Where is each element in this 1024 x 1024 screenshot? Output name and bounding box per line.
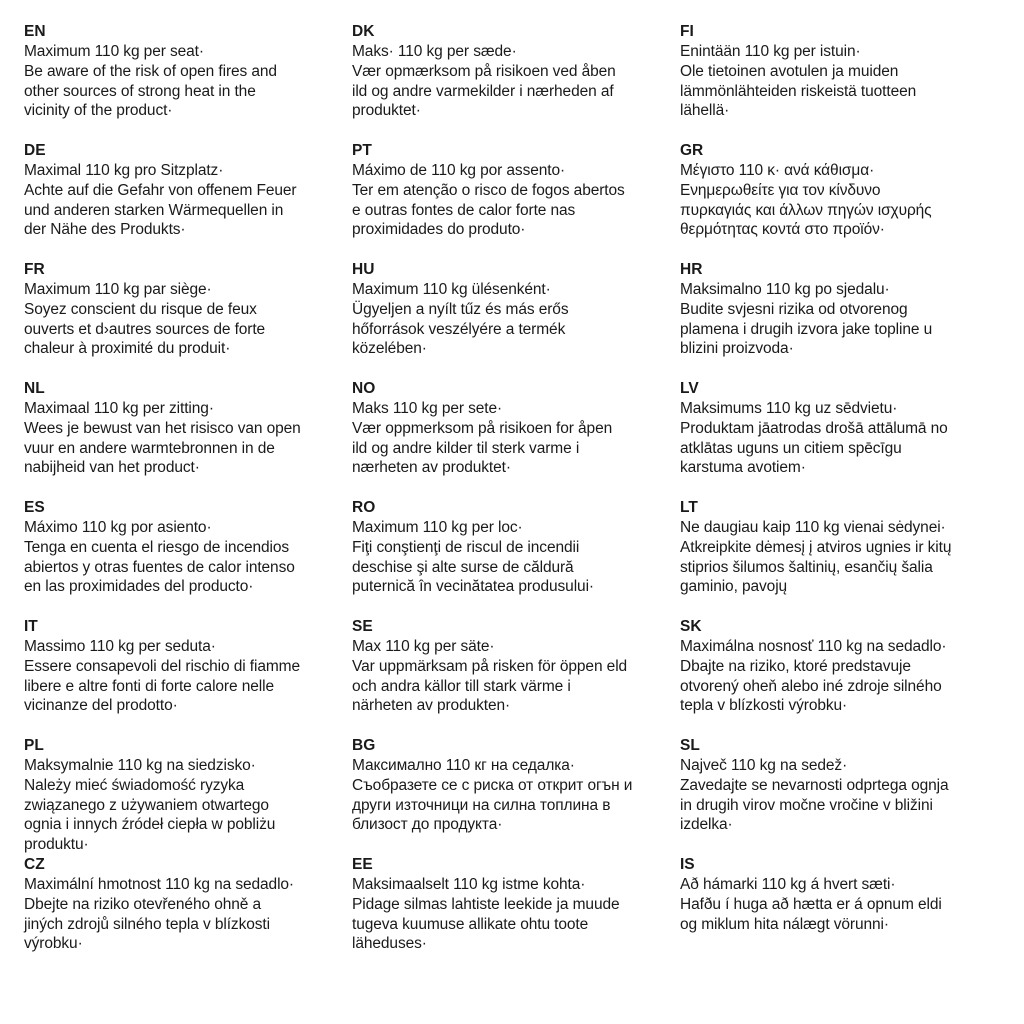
language-code: DE — [24, 142, 46, 159]
warning-text-line: Maksimaalselt 110 kg istme kohta· — [352, 876, 586, 893]
warning-text-line: Maximum 110 kg per loc· — [352, 519, 523, 536]
warning-text-line: Ügyeljen a nyílt tűz és más erős — [352, 300, 569, 318]
warning-text-line: Μέγιστο 110 κ· ανά κάθισμα· — [680, 162, 875, 179]
warning-text-line: Hafðu í huga að hætta er á opnum eldi — [680, 895, 942, 913]
warning-text-line: Produktam jāatrodas drošā attālumā no — [680, 419, 948, 437]
warning-text-line: Tenga en cuenta el riesgo de incendios — [24, 538, 290, 556]
warning-text-line: Pidage silmas lahtiste leekide ja muude — [352, 895, 620, 913]
language-code: NO — [352, 380, 376, 397]
language-block-sk — [680, 617, 1010, 736]
warning-text-line: Vær opmærksom på risikoen ved åben — [352, 62, 616, 80]
warning-text-line: Maximal 110 kg pro Sitzplatz· — [24, 162, 224, 179]
warning-text-line: lähellä· — [680, 102, 730, 120]
warning-text-line: Съобразете се с риска от открит огън и — [352, 776, 633, 794]
warning-text-line: hőforrások veszélyére a termék — [352, 320, 566, 338]
language-code: NL — [24, 380, 45, 397]
warning-text-line: Achte auf die Gefahr von offenem Feuer — [24, 181, 297, 199]
warning-text-line: ild og andre varmekilder i nærheden af — [352, 82, 614, 100]
warning-text-line: Максимално 110 кг на седалка· — [352, 757, 575, 774]
language-block-pt — [352, 141, 682, 260]
warning-text-line: Ole tietoinen avotulen ja muiden — [680, 62, 899, 80]
warning-text-line: stiprios šilumos šaltinių, esančių šalia — [680, 558, 933, 576]
warning-text-line: Massimo 110 kg per seduta· — [24, 638, 216, 655]
warning-text-line: Maximum 110 kg par siège· — [24, 281, 212, 298]
warning-text-line: związanego z używaniem otwartego — [24, 796, 269, 814]
warning-text-line: abiertos y otras fuentes de calor intenso — [24, 558, 295, 576]
language-code: CZ — [24, 856, 45, 873]
warning-text-line: nærheten av produktet· — [352, 459, 511, 477]
warning-text-line: Enintään 110 kg per istuin· — [680, 43, 861, 60]
language-block-no — [352, 379, 682, 498]
language-code: RO — [352, 499, 376, 516]
language-code: EE — [352, 856, 373, 873]
language-block-dk — [352, 22, 682, 141]
warning-text-line: og miklum hita nálægt vörunni· — [680, 915, 889, 933]
warning-text-line: Maksimums 110 kg uz sēdvietu· — [680, 400, 898, 417]
warning-text-line: Maximum 110 kg per seat· — [24, 43, 204, 60]
language-block-es — [24, 498, 354, 617]
language-block-cz — [24, 855, 354, 974]
warning-text-line: θερμότητας κοντά στο προϊόν· — [680, 221, 885, 239]
warning-text-line: Ενημερωθείτε για τον κίνδυνο — [680, 181, 881, 199]
language-block-hu — [352, 260, 682, 379]
language-code: IS — [680, 856, 695, 873]
warning-text-line: Be aware of the risk of open fires and — [24, 62, 277, 80]
warning-text-line: Ter em atenção o risco de fogos abertos — [352, 181, 625, 199]
warning-text-line: Soyez conscient du risque de feux — [24, 300, 257, 318]
warning-text-line: Fiţi conştienţi de riscul de incendii — [352, 538, 580, 556]
warning-text-line: Maximální hmotnost 110 kg na sedadlo· — [24, 876, 294, 893]
warning-text-line: Budite svjesni rizika od otvorenog — [680, 300, 908, 318]
warning-text-line: Največ 110 kg na sedež· — [680, 757, 848, 774]
warning-text-line: Atkreipkite dėmesį į atviros ugnies ir kitų — [680, 538, 952, 556]
language-code: SL — [680, 737, 700, 754]
warning-text-line: und anderen starken Wärmequellen in — [24, 201, 284, 219]
warning-text-line: en las proximidades del producto· — [24, 578, 254, 596]
warning-text-line: πυρκαγιάς και άλλων πηγών ισχυρής — [680, 201, 932, 219]
language-code: DK — [352, 23, 375, 40]
language-block-de — [24, 141, 354, 260]
warning-text-line: Var uppmärksam på risken för öppen eld — [352, 657, 628, 675]
warning-text-line: Maks 110 kg per sete· — [352, 400, 503, 417]
language-block-it — [24, 617, 354, 736]
language-code: BG — [352, 737, 376, 754]
language-code: SE — [352, 618, 373, 635]
language-block-ro — [352, 498, 682, 617]
language-block-is — [680, 855, 1010, 974]
language-code: ES — [24, 499, 45, 516]
warning-text-line: Maximum 110 kg ülésenként· — [352, 281, 551, 298]
warning-text-line: Að hámarki 110 kg á hvert sæti· — [680, 876, 896, 893]
warning-text-line: ild og andre kilder til sterk varme i — [352, 439, 580, 457]
warning-text-line: gaminio, pavojų — [680, 578, 788, 596]
warning-text-line: blizini proizvoda· — [680, 340, 794, 358]
language-code: PL — [24, 737, 44, 754]
warning-text-line: Máximo de 110 kg por assento· — [352, 162, 566, 179]
warning-text-line: Max 110 kg per säte· — [352, 638, 495, 655]
language-block-sl — [680, 736, 1010, 855]
language-column — [24, 22, 354, 974]
language-block-gr — [680, 141, 1010, 260]
language-code: PT — [352, 142, 372, 159]
warning-text-line: tepla v blízkosti výrobku· — [680, 697, 848, 715]
warning-text-line: deschise şi alte surse de căldură — [352, 558, 574, 576]
language-code: LT — [680, 499, 698, 516]
language-block-pl — [24, 736, 354, 855]
warning-text-line: Należy mieć świadomość ryzyka — [24, 776, 245, 794]
warning-text-line: karstuma avotiem· — [680, 459, 806, 477]
warning-text-line: Maximaal 110 kg per zitting· — [24, 400, 214, 417]
warning-text-line: produktu· — [24, 836, 89, 854]
language-code: GR — [680, 142, 704, 159]
warning-text-line: Essere consapevoli del rischio di fiamme — [24, 657, 300, 675]
warning-text-line: Wees je bewust van het risisco van open — [24, 419, 301, 437]
warning-text-line: chaleur à proximité du produit· — [24, 340, 231, 358]
language-block-en — [24, 22, 354, 141]
language-block-fi — [680, 22, 1010, 141]
warning-text-line: Dbajte na riziko, ktoré predstavuje — [680, 657, 911, 675]
language-block-bg — [352, 736, 682, 855]
warning-text-line: izdelka· — [680, 816, 733, 834]
language-block-lv — [680, 379, 1010, 498]
warning-text-line: Ne daugiau kaip 110 kg vienai sėdynei· — [680, 519, 946, 536]
warning-text-line: ouverts et d›autres sources de forte — [24, 320, 266, 338]
language-column — [680, 22, 1010, 974]
warning-text-line: Maksimalno 110 kg po sjedalu· — [680, 281, 890, 298]
language-block-se — [352, 617, 682, 736]
warning-text-line: Máximo 110 kg por asiento· — [24, 519, 212, 536]
warning-text-line: близост до продукта· — [352, 816, 503, 834]
warning-text-line: lämmönlähteiden riskeistä tuotteen — [680, 82, 917, 100]
language-block-fr — [24, 260, 354, 379]
warning-text-line: výrobku· — [24, 935, 83, 953]
warning-text-line: läheduses· — [352, 935, 427, 953]
warning-text-line: Maks· 110 kg per sæde· — [352, 43, 517, 60]
warning-text-line: vicinity of the product· — [24, 102, 173, 120]
warning-text-line: e outras fontes de calor forte nas — [352, 201, 576, 219]
warning-text-line: otvorený oheň alebo iné zdroje silného — [680, 677, 942, 695]
language-code: HU — [352, 261, 375, 278]
warning-text-line: Maksymalnie 110 kg na siedzisko· — [24, 757, 256, 774]
language-block-nl — [24, 379, 354, 498]
warning-text-line: in drugih virov močne vročine v bližini — [680, 796, 933, 814]
language-column — [352, 22, 682, 974]
language-block-hr — [680, 260, 1010, 379]
warning-text-line: plamena i drugih izvora jake topline u — [680, 320, 933, 338]
warning-text-line: közelében· — [352, 340, 427, 358]
warning-text-line: och andra källor till stark värme i — [352, 677, 571, 695]
warning-text-line: vicinanze del prodotto· — [24, 697, 178, 715]
warning-text-line: produktet· — [352, 102, 421, 120]
warning-text-line: närheten av produkten· — [352, 697, 511, 715]
language-block-ee — [352, 855, 682, 974]
language-block-lt — [680, 498, 1010, 617]
warning-text-line: jiných zdrojů silného tepla v blízkosti — [24, 915, 270, 933]
warning-text-line: atklātas uguns un citiem spēcīgu — [680, 439, 902, 457]
warning-text-line: Zavedajte se nevarnosti odprtega ognja — [680, 776, 949, 794]
warning-text-line: nabijheid van het product· — [24, 459, 200, 477]
language-code: HR — [680, 261, 703, 278]
warning-text-line: puternică în vecinătatea produsului· — [352, 578, 594, 596]
warning-text-line: Dbejte na riziko otevřeného ohně a — [24, 895, 262, 913]
warning-text-line: der Nähe des Produkts· — [24, 221, 186, 239]
warning-text-line: tugeva kuumuse allikate ohtu toote — [352, 915, 589, 933]
warning-text-line: vuur en andere warmtebronnen in de — [24, 439, 275, 457]
warning-text-line: other sources of strong heat in the — [24, 82, 256, 100]
language-code: LV — [680, 380, 699, 397]
warning-text-line: Vær oppmerksom på risikoen for åpen — [352, 419, 613, 437]
language-code: FR — [24, 261, 45, 278]
warning-text-line: proximidades do produto· — [352, 221, 526, 239]
language-code: EN — [24, 23, 46, 40]
language-code: SK — [680, 618, 702, 635]
language-code: FI — [680, 23, 694, 40]
language-code: IT — [24, 618, 38, 635]
warning-text-line: други източници на силна топлина в — [352, 796, 611, 814]
warning-text-line: Maximálna nosnosť 110 kg na sedadlo· — [680, 638, 947, 655]
warning-text-line: libere e altre fonti di forte calore nelle — [24, 677, 274, 695]
warning-text-line: ognia i innych źródeł ciepła w pobliżu — [24, 816, 276, 834]
